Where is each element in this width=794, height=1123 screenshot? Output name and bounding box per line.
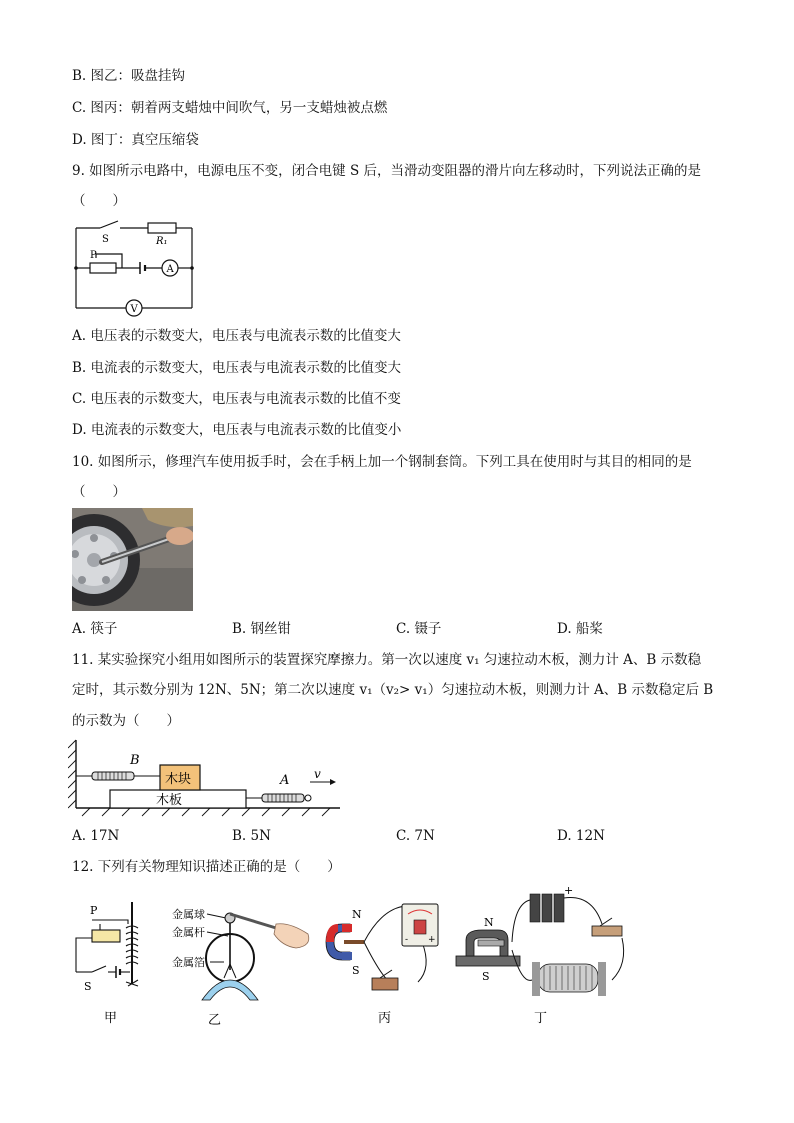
q8-option-c: C. 图丙：朝着两支蜡烛中间吹气，另一支蜡烛被点燃 [72,100,388,116]
q12-figure-jia [68,898,158,1028]
q9-option-b: B. 电流表的示数变大，电压表与电流表示数的比值变大 [72,360,402,376]
q9-paren: （ ） [72,193,126,209]
q9-circuit-diagram [70,218,200,318]
q8-option-d: D. 图丁：真空压缩袋 [72,132,199,148]
q12-figure-yi [172,900,320,1028]
q12-stem: 12. 下列有关物理知识描述正确的是（ ） [72,859,341,875]
svg-text:-: - [405,935,409,945]
q10-paren: （ ） [72,484,126,500]
q8-option-b: B. 图乙：吸盘挂钩 [72,68,186,84]
q10-option-b: B. 钢丝钳 [232,621,292,637]
q12-bing-caption: 丙 [378,1011,392,1026]
q10-option-d: D. 船桨 [557,621,603,637]
q9-stem: 9. 如图所示电路中，电源电压不变，闭合电键 S 后，当滑动变阻器的滑片向左移动时，下列说法正确的是 [72,163,702,179]
q11-label-b: B [130,753,140,768]
q12-jia-caption: 甲 [104,1011,118,1026]
q12-jia-label-s: S [84,980,92,993]
q12-yi-label-ball: 金属球 [172,908,205,921]
q9-option-a: A. 电压表的示数变大，电压表与电流表示数的比值变大 [72,328,401,344]
q9-option-c: C. 电压表的示数变大，电压表与电流表示数的比值不变 [72,391,401,407]
q12-yi-label-rod: 金属杆 [172,926,205,939]
q11-label-v: v [314,767,321,781]
q11-line-3: 的示数为（ ） [72,713,180,729]
q10-option-a: A. 筷子 [72,621,118,637]
q9-label-p: P [90,250,97,261]
q12-figure-bing [322,898,442,1028]
q12-yi-caption: 乙 [208,1013,222,1028]
q12-ding-label-n: N [484,916,494,929]
q11-line-2: 定时，其示数分别为 12N、5N；第二次以速度 v₁（v₂> v₁）匀速拉动木板，则测力计 A、B 示数稳定后 B [72,682,714,698]
q12-ding-caption: 丁 [534,1011,548,1026]
q9-option-d: D. 电流表的示数变大，电压表与电流表示数的比值变小 [72,422,402,438]
q9-label-r1: R₁ [156,236,168,247]
q9-label-s: S [102,234,109,245]
q12-ding-plus: + [564,884,574,897]
q11-label-a: A [280,773,290,788]
q12-ding-label-s: S [482,970,490,983]
q9-label-ammeter: A [166,264,174,275]
q9-label-voltmeter: V [130,304,138,315]
q12-figure-ding [452,884,632,1028]
q11-friction-apparatus [68,738,344,818]
q11-label-block: 木块 [165,772,192,787]
q12-bing-label-n: N [352,908,362,921]
q11-label-board: 木板 [156,793,183,808]
q10-stem: 10. 如图所示，修理汽车使用扳手时，会在手柄上加一个钢制套筒。下列工具在使用时与其目的相同的是 [72,454,692,470]
q12-yi-label-foil: 金属箔 [172,956,205,969]
q12-bing-label-s: S [352,964,360,977]
q11-option-a: A. 17N [72,828,120,844]
q10-option-c: C. 镊子 [396,621,442,637]
q10-wrench-photo [72,508,193,611]
q11-option-c: C. 7N [396,828,435,844]
q11-option-d: D. 12N [557,828,605,844]
q12-bing-plus: + [428,935,436,945]
q11-option-b: B. 5N [232,828,271,844]
q11-line-1: 11. 某实验探究小组用如图所示的装置探究摩擦力。第一次以速度 v₁ 匀速拉动木板，测力计 A、B 示数稳 [72,652,702,668]
q12-jia-label-p: P [90,904,98,917]
